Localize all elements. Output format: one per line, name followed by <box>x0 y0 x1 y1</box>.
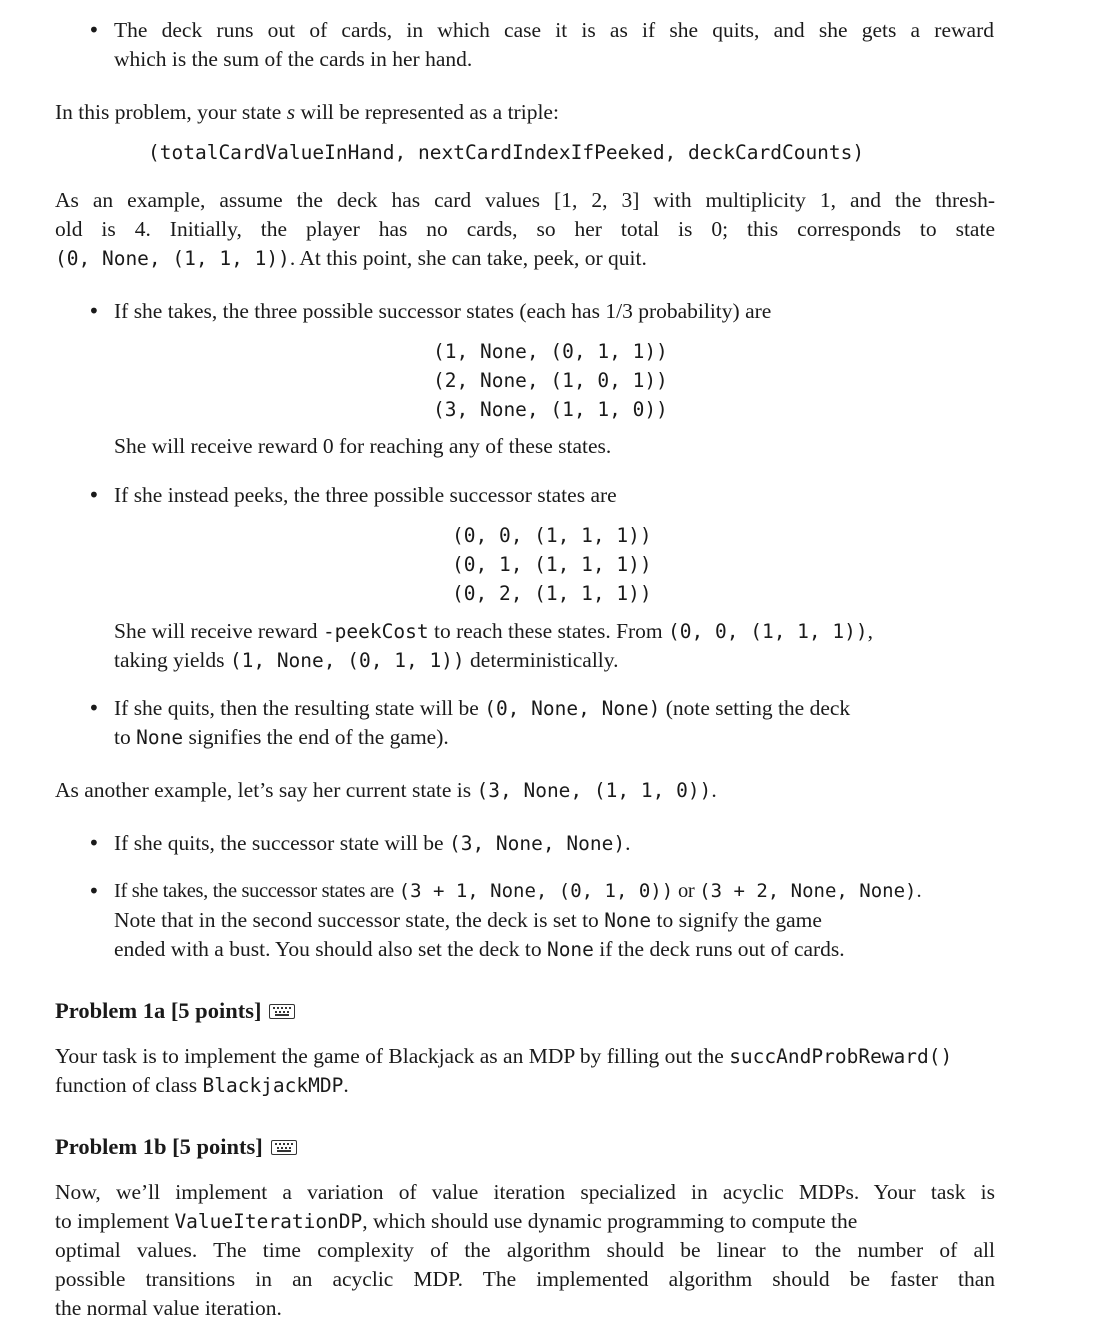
take2-line-2: Note that in the second successor state, the deck is set to None to signify the game <box>114 908 822 932</box>
p1a-line-1: Your task is to implement the game of Blackjack as an MDP by filling out the succAndProbReward() <box>55 1044 953 1068</box>
example-line-3: (0, None, (1, 1, 1)). At this point, she can take, peek, or quit. <box>55 246 647 270</box>
p1b-line-3: optimal values. The time complexity of the algorithm should be linear to the number of all <box>55 1238 995 1262</box>
p1b-line-4: possible transitions in an acyclic MDP. The implemented algorithm should be faster than <box>55 1267 995 1291</box>
example-line-1: As an example, assume the deck has card values [1, 2, 3] with multiplicity 1, and the thresh- <box>55 188 995 212</box>
bullet-peek: • <box>88 483 100 507</box>
peek-state-1: (0, 0, (1, 1, 1)) <box>452 524 652 547</box>
take-state-3: (3, None, (1, 1, 0)) <box>433 398 668 421</box>
take-state-1: (1, None, (0, 1, 1)) <box>433 340 668 363</box>
peek-state-2: (0, 1, (1, 1, 1)) <box>452 553 652 576</box>
p1b-line-2: to implement ValueIterationDP, which should use dynamic programming to compute the <box>55 1209 858 1233</box>
take2-line-1: If she takes, the successor states are (3 + 1, None, (0, 1, 0)) or (3 + 2, None, None). <box>114 880 922 902</box>
state-intro: In this problem, your state s will be represented as a triple: <box>55 100 559 124</box>
take-reward: She will receive reward 0 for reaching any of these states. <box>114 434 612 458</box>
p1a-line-2: function of class BlackjackMDP. <box>55 1073 349 1097</box>
take-intro: If she takes, the three possible successor states (each has 1/3 probability) are <box>114 299 772 323</box>
take-state-2: (2, None, (1, 0, 1)) <box>433 369 668 392</box>
take2-line-3: ended with a bust. You should also set the deck to None if the deck runs out of cards. <box>114 937 845 961</box>
state-triple: (totalCardValueInHand, nextCardIndexIfPeeked, deckCardCounts) <box>148 141 865 164</box>
example-line-2: old is 4. Initially, the player has no cards, so her total is 0; this corresponds to state <box>55 217 995 241</box>
bullet-take: • <box>88 299 100 323</box>
problem-1b-heading: Problem 1b [5 points] <box>55 1132 297 1162</box>
bullet-deck: • <box>88 18 100 42</box>
bullet-quit2: • <box>88 831 100 855</box>
quit2-line: If she quits, the successor state will be (3, None, None). <box>114 831 631 855</box>
peek-reward-line-1: She will receive reward -peekCost to reach these states. From (0, 0, (1, 1, 1)), <box>114 619 873 643</box>
problem-1a-heading: Problem 1a [5 points] <box>55 996 295 1026</box>
keyboard-icon <box>271 1140 297 1155</box>
another-example: As another example, let’s say her current state is (3, None, (1, 1, 0)). <box>55 778 717 802</box>
p1b-line-5: the normal value iteration. <box>55 1296 282 1320</box>
peek-reward-line-2: taking yields (1, None, (0, 1, 1)) deterministically. <box>114 648 619 672</box>
p1b-line-1: Now, we’ll implement a variation of value iteration specialized in acyclic MDPs. Your task is <box>55 1180 995 1204</box>
quit-line-2: to None signifies the end of the game). <box>114 725 449 749</box>
bullet-take2: • <box>88 879 100 903</box>
keyboard-icon <box>269 1004 295 1019</box>
quit-line-1: If she quits, then the resulting state will be (0, None, None) (note setting the deck <box>114 696 851 720</box>
peek-state-3: (0, 2, (1, 1, 1)) <box>452 582 652 605</box>
peek-intro: If she instead peeks, the three possible successor states are <box>114 483 617 507</box>
deck-bullet-line-1: The deck runs out of cards, in which case it is as if she quits, and she gets a reward <box>114 18 994 42</box>
bullet-quit: • <box>88 696 100 720</box>
deck-bullet-line-2: which is the sum of the cards in her hand. <box>114 47 473 71</box>
